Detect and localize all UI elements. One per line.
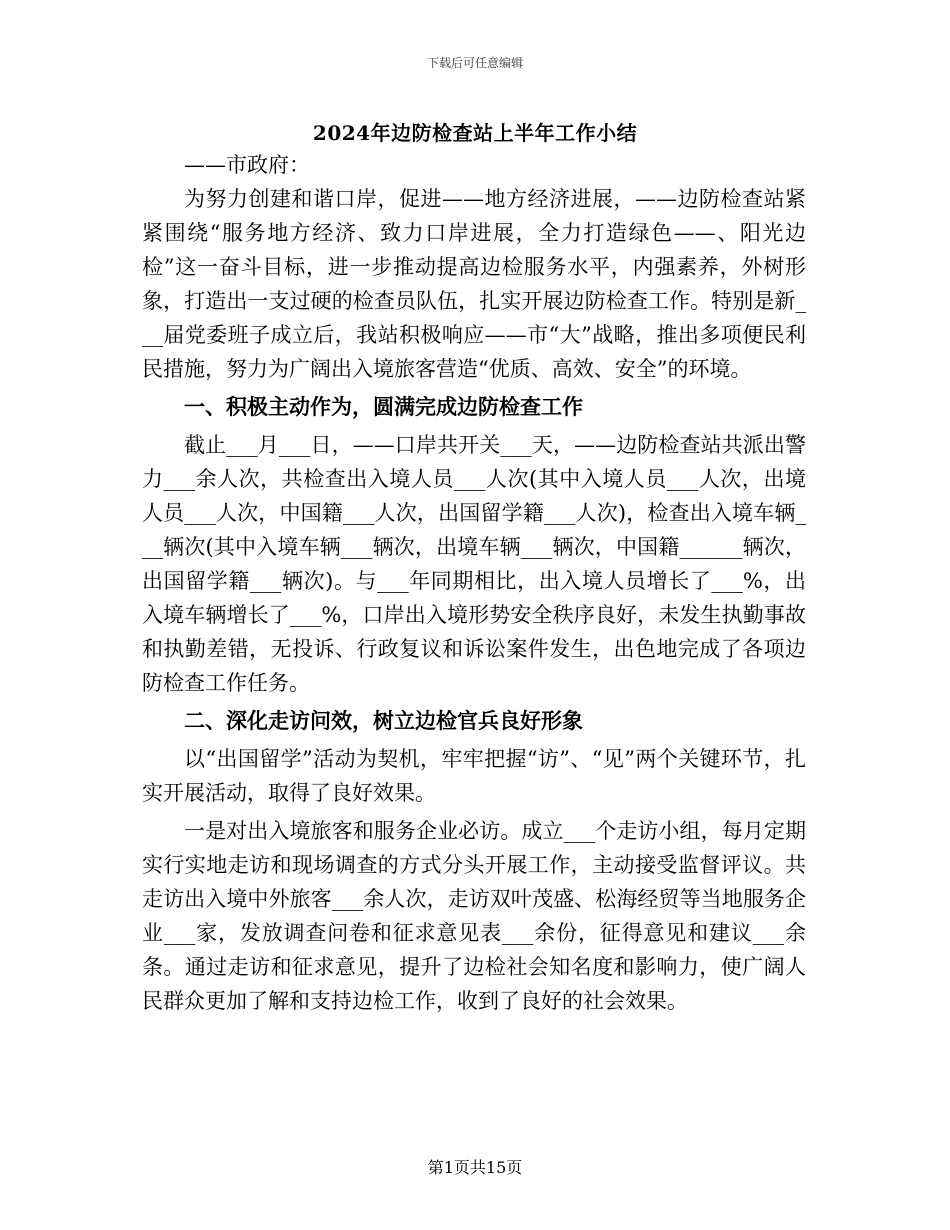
- document-title: 2024年边防检查站上半年工作小结: [312, 121, 638, 145]
- salutation: ——市政府：: [184, 153, 310, 177]
- document-body: [142, 148, 806, 1018]
- intro-paragraph: 为努力创建和谐口岸，促进——地方经济进展，——边防检查站紧紧围绕“服务地方经济、致力口岸进展，全力打造绿色——、阳光边检”这一奋斗目标，进一步推动提高边检服务水平，内强素养，外树形象，打造出一支过硬的检查员队伍，扎实开展边防检查工作。特别是新___届党委班子成立后，我站积极响应——市“大”战略，推出多项便民利民措施，努力为广阔出入境旅客营造“优质、高效、安全”的环境。: [142, 187, 806, 381]
- header-note: 下载后可任意编辑: [426, 56, 523, 70]
- page-footer: 第1页共15页: [427, 1158, 523, 1177]
- section-1-paragraph: 截止___月___日，——口岸共开关___天，——边防检查站共派出警力___余人次，共检查出入境人员___人次(其中入境人员___人次，出境人员___人次，中国籍___人次，出国留学籍___人次)，检查出入境车辆___辆次(其中入境车辆___辆次，出境车辆___辆次，中国籍______辆次，出国留学籍___辆次)。与___年同期相比，出入境人员增长了___%，出入境车辆增长了___%，口岸出入境形势安全秩序良好，未发生执勤事故和执勤差错，无投诉、行政复议和诉讼案件发生，出色地完成了各项边防检查工作任务。: [142, 433, 806, 695]
- section-2-paragraph-2: 一是对出入境旅客和服务企业必访。成立___个走访小组，每月定期实行实地走访和现场调查的方式分头开展工作，主动接受监督评议。共走访出入境中外旅客___余人次，走访双叶茂盛、松海经贸等当地服务企业___家，发放调查问卷和征求意见表___余份，征得意见和建议___余条。通过走访和征求意见，提升了边检社会知名度和影响力，使广阔人民群众更加了解和支持边检工作，收到了良好的社会效果。: [142, 819, 806, 1013]
- section-2-paragraph-1: 以“出国留学”活动为契机，牢牢把握“访”、“见”两个关键环节，扎实开展活动，取得了良好效果。: [142, 747, 806, 805]
- section-1-heading: 一、积极主动作为，圆满完成边防检查工作: [184, 394, 583, 419]
- section-2-heading: 二、深化走访问效，树立边检官兵良好形象: [184, 708, 583, 733]
